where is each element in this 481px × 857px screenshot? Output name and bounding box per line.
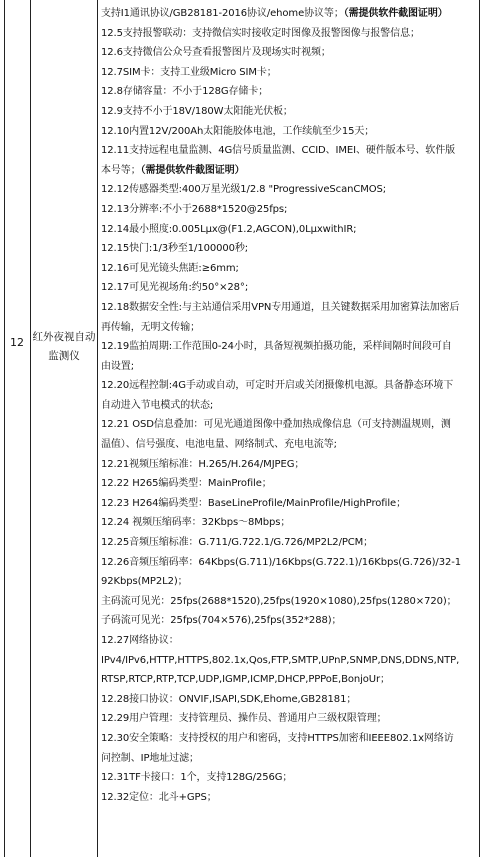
spec-line — [101, 749, 477, 769]
spec-line-text: 12.14最小照度:0.005Lμx@(F1.2,AGCON),0LμxwithIR; — [101, 223, 357, 235]
spec-line — [101, 43, 477, 63]
item-name-line1: 红外夜视自动 — [32, 331, 96, 343]
spec-line — [101, 788, 477, 808]
spec-line-text: 12.17可见光视场角:约50°×28°; — [101, 282, 249, 294]
spec-line-text: 12.20远程控制:4G手动或自动，可定时开启或关闭摄像机电源。具备静态环境下 — [101, 380, 454, 392]
spec-line — [101, 553, 477, 573]
spec-line-text: 子码流可见光：25fps(704×576),25fps(352*288)； — [101, 615, 342, 627]
spec-line-text: 12.21 OSD信息叠加：可见光通道图像中叠加热成像信息（可支持测温规则，测 — [101, 419, 451, 431]
spec-line — [101, 592, 477, 612]
spec-line-text: 由设置; — [101, 360, 134, 372]
spec-line — [101, 513, 477, 533]
spec-line-text: 主码流可见光：25fps(2688*1520),25fps(1920×1080),25fps(1280×720)； — [101, 595, 457, 607]
spec-line — [101, 298, 477, 318]
spec-line-text: 12.11支持远程电量监测、4G信号质量监测、CCID、IMEI、硬件版本号、软件版 — [101, 145, 455, 157]
item-name — [32, 328, 96, 366]
spec-line — [101, 709, 477, 729]
spec-line — [101, 572, 477, 592]
spec-line-text: 12.10内置12V/200Ah太阳能胶体电池，工作续航至少15天； — [101, 125, 375, 137]
spec-line-text: 12.26音频压缩码率：64Kbps(G.711)/16Kbps(G.722.1)/16Kbps(G.726)/32-1 — [101, 556, 461, 568]
spec-line-text: 12.12传感器类型:400万星光级1/2.8 "ProgressiveScanCMOS; — [101, 184, 387, 196]
spec-line-text: 12.5支持报警联动：支持微信实时接收定时图像及报警图像与报警信息； — [101, 27, 420, 39]
column-divider-1 — [30, 0, 31, 857]
spec-line-text: 12.13分辨率:不小于2688*1520@25fps; — [101, 203, 288, 215]
proof-note: （需提供软件截图证明） — [343, 8, 448, 19]
spec-line — [101, 651, 477, 671]
spec-line-text: 12.24 视频压缩码率：32Kbps～8Mbps； — [101, 517, 291, 529]
spec-line-text: 温值）、信号强度、电池电量、网络制式、充电电流等; — [101, 439, 337, 451]
spec-line-text: 12.22 H265编码类型：MainProfile； — [101, 478, 272, 490]
spec-line-text: 12.7SIM卡：支持工业级Micro SIM卡； — [101, 66, 277, 78]
table-border-right — [479, 0, 480, 857]
spec-content — [101, 4, 477, 807]
spec-line — [101, 318, 477, 338]
spec-line-text: 12.29用户管理：支持管理员、操作员、普通用户三级权限管理； — [101, 713, 387, 725]
spec-line-text: 12.32定位：北斗+GPS； — [101, 791, 217, 803]
spec-line — [101, 729, 477, 749]
item-name-line2: 监测仪 — [48, 350, 80, 362]
spec-line-text: 支持I1通讯协议/GB28181-2016协议/ehome协议等； — [101, 8, 344, 19]
spec-line-text: 12.16可见光镜头焦距:≥6mm; — [101, 262, 239, 274]
spec-line — [101, 631, 477, 651]
spec-line — [101, 337, 477, 357]
spec-line — [101, 239, 477, 259]
spec-line — [101, 435, 477, 455]
spec-line-text: 12.25音频压缩标准：G.711/G.722.1/G.726/MP2L2/PCM； — [101, 537, 374, 549]
spec-line — [101, 278, 477, 298]
spec-line — [101, 141, 477, 161]
spec-line-text: 12.9支持不小于18V/180W太阳能光伏板； — [101, 105, 293, 117]
spec-line — [101, 670, 477, 690]
spec-line-text: 12.31TF卡接口：1个，支持128G/256G； — [101, 772, 293, 784]
spec-line-text: 12.6支持微信公众号查看报警图片及现场实时视频； — [101, 47, 331, 59]
spec-line — [101, 180, 477, 200]
spec-line-text: RTSP,RTCP,RTP,TCP,UDP,IGMP,ICMP,DHCP,PPPoE,BonjoUr； — [101, 674, 390, 686]
spec-line — [101, 82, 477, 102]
spec-line — [101, 376, 477, 396]
spec-line-text: 92Kbps(MP2L2)； — [101, 576, 188, 588]
column-divider-2 — [97, 0, 98, 857]
table-border-left — [4, 0, 5, 857]
spec-line-text: 12.21视频压缩标准：H.265/H.264/MJPEG； — [101, 458, 305, 470]
spec-line-text: 12.18数据安全性:与主站通信采用VPN专用通道，且关键数据采用加密算法加密后 — [101, 301, 460, 313]
spec-line — [101, 122, 477, 142]
spec-line — [101, 102, 477, 122]
spec-line — [101, 494, 477, 514]
spec-line-text: 问控制、IP地址过滤； — [101, 752, 199, 764]
row-number: 12 — [10, 336, 24, 349]
spec-line — [101, 415, 477, 435]
spec-line-text: 自动进入节电模式的状态; — [101, 399, 214, 411]
spec-line-text: 12.27网络协议： — [101, 635, 179, 646]
spec-line-text: 12.28接口协议：ONVIF,ISAPI,SDK,Ehome,GB28181； — [101, 693, 357, 705]
spec-line — [101, 259, 477, 279]
spec-line — [101, 690, 477, 710]
spec-line — [101, 474, 477, 494]
spec-line — [101, 768, 477, 788]
spec-line — [101, 533, 477, 553]
spec-line-text: 12.23 H264编码类型：BaseLineProfile/MainProfile/HighProfile； — [101, 497, 406, 509]
spec-line — [101, 611, 477, 631]
proof-note: （需提供软件截图证明） — [140, 164, 245, 176]
spec-line — [101, 357, 477, 377]
spec-line-text: 12.15快门:1/3秒至1/100000秒; — [101, 243, 249, 255]
spec-line-text: 本号等； — [101, 164, 141, 176]
spec-line — [101, 455, 477, 475]
spec-line-text: 12.8存储容量：不小于128G存储卡； — [101, 86, 269, 98]
spec-line — [101, 24, 477, 44]
spec-line-text: 12.30安全策略：支持授权的用户和密码，支持HTTPS加密和IEEE802.1x网络访 — [101, 732, 454, 744]
spec-line-text: 12.19监拍周期:工作范围0-24小时，具备短视频拍摄功能，采样间隔时间段可自 — [101, 341, 452, 353]
spec-line — [101, 161, 477, 181]
spec-line — [101, 63, 477, 83]
spec-line-text: IPv4/IPv6,HTTP,HTTPS,802.1x,Qos,FTP,SMTP,UPnP,SNMP,DNS,DDNS,NTP, — [101, 654, 460, 666]
spec-line — [101, 396, 477, 416]
spec-line — [101, 220, 477, 240]
spec-line-text: 再传输，无明文传输； — [101, 321, 200, 333]
spec-line — [101, 4, 477, 24]
spec-line — [101, 200, 477, 220]
